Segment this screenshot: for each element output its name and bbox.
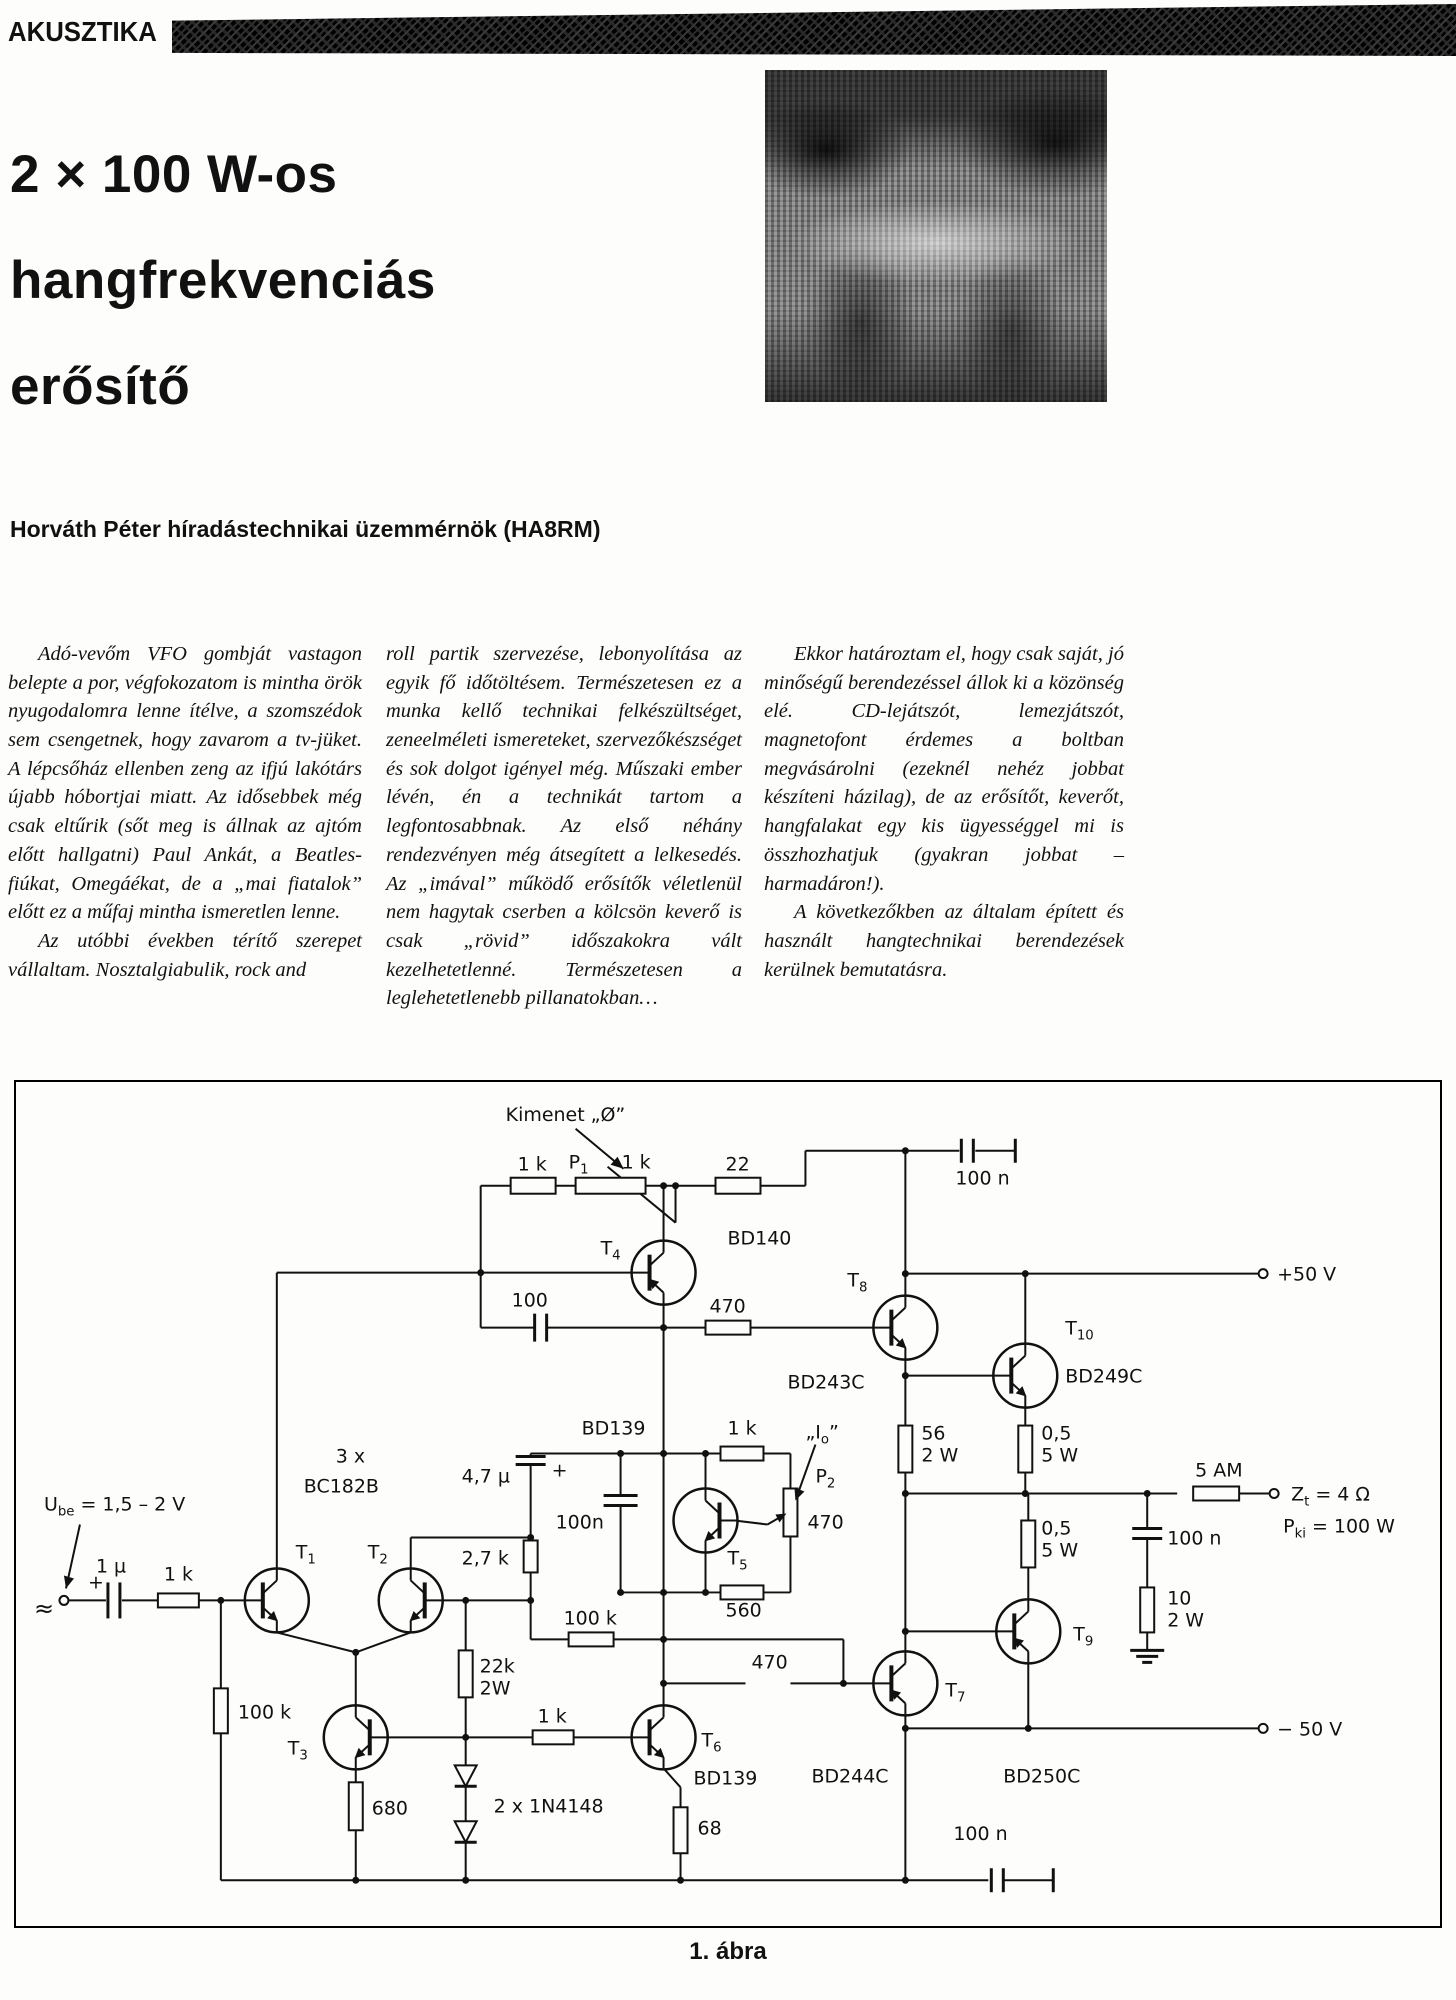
schematic-label: 100 n [1167,1527,1222,1550]
paragraph: A következőkben az általam épített és használt hangtechnikai berendezések kerülnek bemutatásra. [764,901,1124,981]
schematic-label: $P_2$ [815,1465,836,1492]
schematic-label: 470 [807,1511,844,1534]
header-banner [172,4,1456,56]
schematic-label: $P_{ki} = 100$ W [1283,1515,1395,1542]
schematic-label: 1 k [163,1563,193,1586]
schematic-label: 5 W [1041,1444,1079,1467]
schematic-label: 100 n [953,1823,1008,1846]
schematic-figure [14,1080,1442,1928]
schematic-label: $U_{be} = 1,5 - 2$ V [43,1493,186,1520]
schematic-label: $T_5$ [727,1547,748,1574]
paragraph: Adó-vevőm VFO gombját vastagon belepte a por, végfokozatom is mintha örök nyugodalomra lenne ítélve, a szomszédok sem csengetnek, hogy zavarom a tv-jüket. A lépcsőház ellenben zeng az ifjú lakótárs újabb hóbortjai miatt. Az idősebbek még csak eltűrik (sőt meg is állnak az ajtóm előtt hallgatni) Paul Ankát, a Beatles-fiúkat, Omegáékat, de a „mai fiatalok” előtt ez a műfaj mintha ismeretlen lenne. [8,643,362,924]
title-line-3: erősítő [10,357,191,416]
schematic-label: $P_1$ [568,1151,589,1178]
schematic-label: 5 W [1041,1539,1079,1562]
schematic-label: 100 k [237,1701,292,1724]
schematic-label: 10 [1167,1587,1192,1610]
schematic-label: 22 [725,1153,750,1176]
schematic-label: 1 k [621,1151,651,1174]
article-column-2 [386,640,742,1013]
schematic-label: 2 x 1N4148 [493,1795,604,1818]
schematic-label: 3 x [335,1445,366,1468]
title-line-2: hangfrekvenciás [10,251,436,310]
schematic-label: 0,5 [1041,1422,1072,1445]
schematic-label: 100 [511,1289,548,1312]
schematic-label: 1 k [537,1705,567,1728]
schematic-label: BC182B [303,1475,379,1498]
schematic-label: $„I_o$” [805,1421,839,1448]
schematic-labels [34,1104,1395,1845]
schematic-label: $T_2$ [367,1541,388,1568]
schematic-label: BD249C [1065,1365,1143,1388]
schematic-label: 2W [479,1677,511,1700]
byline: Horváth Péter híradástechnikai üzemmérnök (HA8RM) [10,516,601,542]
schematic-drawing [59,1129,1278,1892]
schematic-label: 2 W [1167,1609,1205,1632]
schematic-svg [16,1082,1440,1926]
schematic-label: 100 k [563,1607,617,1630]
schematic-label: BD140 [727,1227,792,1250]
schematic-label: $T_8$ [847,1269,868,1296]
schematic-label: 1 µ [95,1555,127,1578]
schematic-label: $T_7$ [945,1679,966,1706]
schematic-label: $T_1$ [295,1541,316,1568]
schematic-label: BD244C [811,1765,889,1788]
schematic-label: BD243C [787,1371,865,1394]
schematic-label: 100n [555,1511,604,1534]
schematic-label: 56 [921,1422,946,1445]
schematic-label: + [551,1459,568,1482]
schematic-label: 470 [709,1295,746,1318]
figure-caption: 1. ábra [689,1938,767,1965]
article-column-1 [8,640,362,984]
schematic-label: Kimenet „Ø” [505,1103,626,1126]
schematic-label: $Z_t = 4$ Ω [1291,1483,1370,1510]
schematic-label: +50 V [1277,1263,1337,1286]
paragraph: Ekkor határoztam el, hogy csak saját, jó minőségű berendezéssel állok ki a közönség elé. CD-lejátszót, lemezjátszót, magnetofont érdemes a boltban megvásárolni (ezeknél nehéz jobbat készíteni házilag), de az erősítőt, keverőt, hangfalakat egy kis ügyességgel mi is összhozhatjuk (gyakran jobbat – harmadáron!). [764,643,1124,895]
schematic-label: BD139 [581,1417,646,1440]
title-line-1: 2 × 100 W-os [10,145,338,204]
schematic-label: + [87,1571,104,1594]
schematic-label: $T_4$ [600,1237,621,1264]
schematic-label: 1 k [517,1153,547,1176]
schematic-label: $T_6$ [701,1729,722,1756]
schematic-label: 1 k [727,1417,757,1440]
section-label: AKUSZTIKA [8,16,157,47]
schematic-label: 4,7 µ [461,1465,510,1488]
schematic-label: $T_3$ [287,1737,308,1764]
schematic-label: 68 [697,1817,722,1840]
schematic-label: 22k [479,1655,515,1678]
schematic-label: 560 [725,1599,762,1622]
article-column-3 [764,640,1124,984]
page-title [10,122,436,440]
schematic-label: 2,7 k [461,1547,509,1570]
schematic-label: 0,5 [1041,1517,1072,1540]
schematic-label: 470 [751,1651,788,1674]
schematic-label: $T_{10}$ [1065,1317,1094,1344]
paragraph: Az utóbbi években térítő szerepet vállaltam. Nosztalgiabulik, rock and [8,929,362,981]
paragraph: roll partik szervezése, lebonyolítása az egyik fő időtöltésem. Természetesen ez a munka kellő technikai felkészültséget, zeneelméleti ismereteket, szervezőkészséget és sok dolgot igényel még. Műszaki ember lévén, én a technikát tartom a legfontosabbnak. Az első néhány rendezvényen még átsegített a lelkesedés. Az „imával” működő erősítők véletlenül nem hagytak cserben a kölcsön keverő is csak „rövid” időszakokra vált kezelhetetlenné. Természetesen a leglehetetlenebb pillanatokban… [386,643,742,1010]
schematic-label: ≈ [33,1594,55,1623]
schematic-label: 680 [371,1797,408,1820]
schematic-label: 5 AM [1195,1459,1243,1482]
schematic-label: BD250C [1003,1765,1081,1788]
schematic-label: − 50 V [1277,1718,1343,1741]
article-photo [765,70,1107,402]
schematic-label: 2 W [921,1444,959,1467]
schematic-label: 100 n [955,1167,1010,1190]
schematic-label: $T_9$ [1073,1623,1094,1650]
schematic-label: BD139 [693,1767,758,1790]
